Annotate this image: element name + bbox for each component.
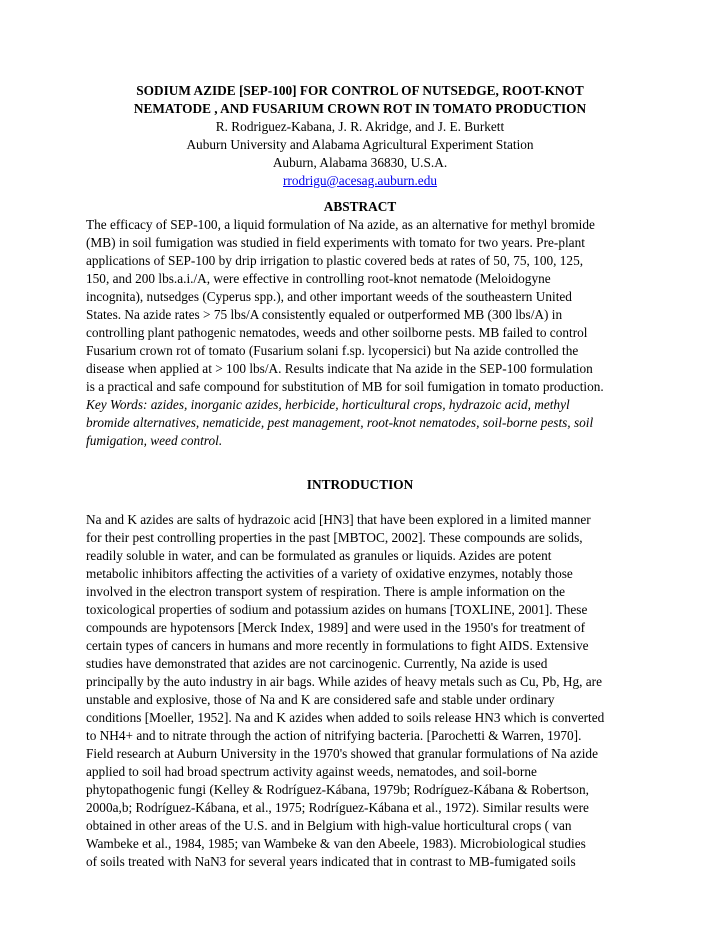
- intro-line: studies have demonstrated that azides are not carcinogenic. Currently, Na azide is used: [86, 656, 548, 671]
- abstract-heading: ABSTRACT: [323, 199, 397, 214]
- email-link[interactable]: rrodrigu@acesag.auburn.edu: [282, 173, 438, 188]
- abstract-line: disease when applied at > 100 lbs/A. Results indicate that Na azide in the SEP-100 formulation: [86, 361, 593, 376]
- intro-line: Field research at Auburn University in the 1970's showed that granular formulations of Na azide: [86, 746, 598, 761]
- abstract-line: States. Na azide rates > 75 lbs/A consistently equaled or outperformed MB (300 lbs/A) in: [86, 307, 563, 322]
- abstract-line: The efficacy of SEP-100, a liquid formulation of Na azide, as an alternative for methyl bromide: [86, 217, 595, 232]
- title-line-2: NEMATODE , AND FUSARIUM CROWN ROT IN TOMATO PRODUCTION: [133, 101, 587, 116]
- intro-line: compounds are hypotensors [Merck Index, 1989] and were used in the 1950's for treatment of: [86, 620, 586, 635]
- keywords-line: bromide alternatives, nematicide, pest management, root-knot nematodes, soil-borne pests, soil: [86, 415, 594, 430]
- title-line-1: SODIUM AZIDE [SEP-100] FOR CONTROL OF NUTSEDGE, ROOT-KNOT: [136, 83, 584, 98]
- intro-line: readily soluble in water, and can be formulated as granules or liquids. Azides are potent: [86, 548, 552, 563]
- intro-line: applied to soil had broad spectrum activity against weeds, nematodes, and soil-borne: [86, 764, 537, 779]
- intro-line: certain types of cancers in humans and more recently in formulations to fight AIDS. Extensive: [86, 638, 589, 653]
- abstract-body: [86, 216, 646, 396]
- introduction-body: [86, 511, 646, 871]
- affiliation: Auburn University and Alabama Agricultural Experiment Station: [186, 137, 534, 152]
- address: Auburn, Alabama 36830, U.S.A.: [272, 155, 448, 170]
- abstract-line: is a practical and safe compound for substitution of MB for soil fumigation in tomato production.: [86, 379, 604, 394]
- intro-line: Na and K azides are salts of hydrazoic acid [HN3] that have been explored in a limited manner: [86, 512, 591, 527]
- abstract-line: applications of SEP-100 by drip irrigation to plastic covered beds at rates of 50, 75, 100, 125,: [86, 253, 584, 268]
- authors: R. Rodriguez-Kabana, J. R. Akridge, and J. E. Burkett: [215, 119, 505, 134]
- intro-line: to NH4+ and to nitrate through the action of nitrifying bacteria. [Parochetti & Warren, 1970].: [86, 728, 582, 743]
- intro-line: for their pest controlling properties in the past [MBTOC, 2002]. These compounds are solids,: [86, 530, 583, 545]
- intro-line: obtained in other areas of the U.S. and in Belgium with high-value horticultural crops ( van: [86, 818, 572, 833]
- abstract-line: 150, and 200 lbs.a.i./A, were effective in controlling root-knot nematode (Meloidogyne: [86, 271, 551, 286]
- keywords-line: Key Words: azides, inorganic azides, herbicide, horticultural crops, hydrazoic acid, methyl: [86, 397, 570, 412]
- intro-line: principally by the auto industry in air bags. While azides of heavy metals such as Cu, Pb, Hg, are: [86, 674, 602, 689]
- abstract-line: Fusarium crown rot of tomato (Fusarium solani f.sp. lycopersici) but Na azide controlled the: [86, 343, 579, 358]
- intro-line: conditions [Moeller, 1952]. Na and K azides when added to soils release HN3 which is converted: [86, 710, 605, 725]
- paper-title: [60, 82, 660, 118]
- keywords-line: fumigation, weed control.: [86, 433, 223, 448]
- abstract-line: (MB) in soil fumigation was studied in field experiments with tomato for two years. Pre-plant: [86, 235, 585, 250]
- abstract-line: incognita), nutsedges (Cyperus spp.), and other important weeds of the southeastern United: [86, 289, 572, 304]
- introduction-heading: INTRODUCTION: [306, 477, 414, 492]
- keywords: [86, 396, 646, 450]
- intro-line: involved in the electron transport system of respiration. There is ample information on the: [86, 584, 566, 599]
- abstract-line: controlling plant pathogenic nematodes, weeds and other soilborne pests. MB failed to control: [86, 325, 588, 340]
- intro-line: Wambeke et al., 1984, 1985; van Wambeke & van den Abeele, 1983). Microbiological studies: [86, 836, 586, 851]
- intro-line: of soils treated with NaN3 for several years indicated that in contrast to MB-fumigated soils: [86, 854, 576, 869]
- intro-line: phytopathogenic fungi (Kelley & Rodríguez-Kábana, 1979b; Rodríguez-Kábana & Robertson,: [86, 782, 589, 797]
- intro-line: unstable and explosive, those of Na and K are considered safe and stable under ordinary: [86, 692, 555, 707]
- intro-line: toxicological properties of sodium and potassium azides on humans [TOXLINE, 2001]. These: [86, 602, 588, 617]
- intro-line: 2000a,b; Rodríguez-Kábana, et al., 1975; Rodríguez-Kábana et al., 1972). Similar results were: [86, 800, 589, 815]
- intro-line: metabolic inhibitors affecting the activities of a variety of oxidative enzymes, notably those: [86, 566, 573, 581]
